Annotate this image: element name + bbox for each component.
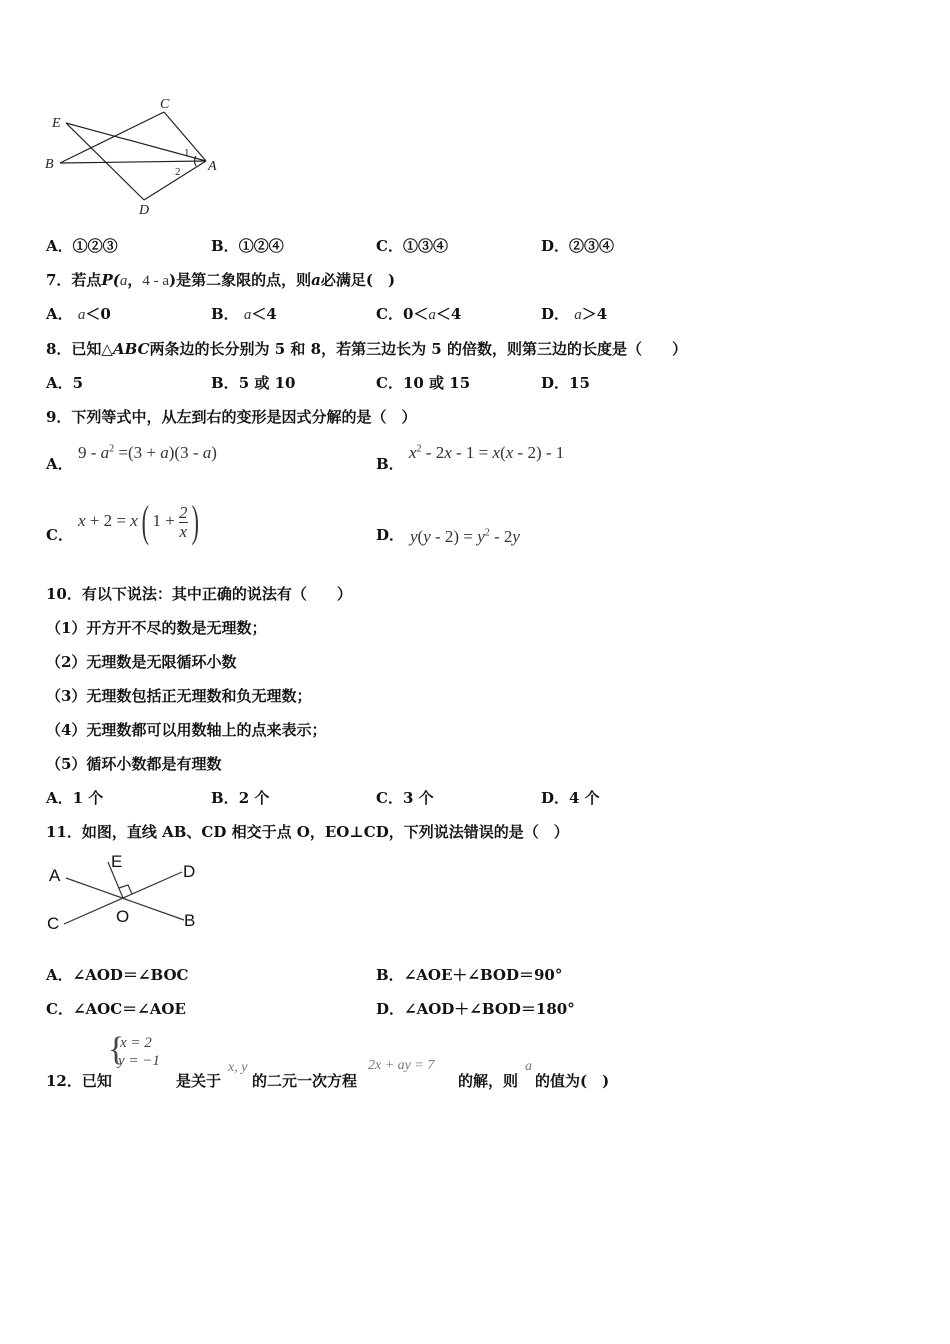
label-C: C <box>160 97 170 112</box>
q8-option-d[interactable] <box>541 374 590 392</box>
option-text: ＜4 <box>435 305 462 323</box>
option-text: ∠AOE＋∠BOD＝90° <box>403 966 563 984</box>
q12-var-a: a <box>525 1059 532 1074</box>
option-letter: A． <box>46 966 73 984</box>
var-a: a <box>311 271 321 289</box>
option-letter: A． <box>46 305 73 323</box>
q7-option-c[interactable] <box>376 305 461 324</box>
expr-4-minus-a: 4 - a <box>142 273 169 289</box>
option-letter: A． <box>46 374 73 392</box>
option-text: ①③④ <box>402 237 448 255</box>
option-text: 15 <box>569 374 590 392</box>
q12-vars-xy: x, y <box>228 1060 248 1075</box>
q10-option-b[interactable] <box>211 789 269 807</box>
option-letter: D． <box>541 305 570 323</box>
point-P: P( <box>101 271 120 289</box>
option-text: ∠AOD＋∠BOD＝180° <box>404 1000 575 1018</box>
q9-option-d-formula: $y(y - 2) = y^2 - 2y$ <box>410 527 520 546</box>
q11-option-a[interactable] <box>46 966 188 984</box>
stem-text: 7．若点 <box>46 271 102 289</box>
stem-text: 8．已知△ <box>46 340 113 358</box>
q6-option-d[interactable] <box>541 237 614 255</box>
q8-option-a[interactable] <box>46 374 83 392</box>
option-letter: A． <box>46 789 73 807</box>
option-text: 2 个 <box>238 789 270 807</box>
stem-text: 两条边的长分别为 5 和 8，若第三边长为 5 的倍数，则第三边的长度是（ ） <box>149 340 687 358</box>
geometry-figure-intersecting-lines <box>44 850 214 935</box>
q7-option-b[interactable] <box>211 305 277 324</box>
q11-stem: 11．如图，直线 AB、CD 相交于点 O，EO⊥CD，下列说法错误的是（ ） <box>46 823 569 841</box>
q10-item-1: （1）开方开不尽的数是无理数； <box>46 619 267 637</box>
option-letter: D． <box>541 789 570 807</box>
option-text: ①②④ <box>238 237 284 255</box>
option-letter: D． <box>541 237 570 255</box>
system-line-1: x = 2 <box>120 1035 152 1051</box>
q9-option-a-formula: $9 - a^2 =(3 + a)(3 - a)$ <box>78 443 217 462</box>
q8-option-b[interactable] <box>211 374 295 392</box>
var-a: a <box>77 307 86 323</box>
system-line-2: y = −1 <box>118 1053 160 1069</box>
q9-option-b-formula: $x^2 - 2x - 1 = x(x - 2) - 1$ <box>409 443 565 462</box>
label-C: C <box>47 914 60 933</box>
q10-option-c[interactable] <box>376 789 434 807</box>
option-letter: D． <box>541 374 570 392</box>
option-letter: B． <box>211 305 239 323</box>
q7-option-a[interactable] <box>46 305 111 324</box>
label-A: A <box>208 159 217 174</box>
option-text: ∠AOC＝∠AOE <box>72 1000 186 1018</box>
q12-stem-start: 12．已知 <box>46 1072 112 1090</box>
q8-stem <box>46 340 687 358</box>
q10-item-2: （2）无理数是无限循环小数 <box>46 653 237 671</box>
option-text: ①②③ <box>72 237 118 255</box>
q9-option-a-letter[interactable]: A． <box>46 455 73 473</box>
q10-item-3: （3）无理数包括正无理数和负无理数； <box>46 687 312 705</box>
q10-stem: 10．有以下说法：其中正确的说法有（ ） <box>46 585 352 603</box>
option-text: ＜0 <box>85 305 111 323</box>
option-letter: C． <box>46 1000 73 1018</box>
option-text: 10 或 15 <box>402 374 471 392</box>
label-E: E <box>52 116 61 131</box>
q12-stem-b: 是关于 <box>176 1072 222 1090</box>
label-O: O <box>116 907 130 926</box>
var-a: a <box>119 273 128 289</box>
var-a: a <box>574 307 582 323</box>
label-B: B <box>45 157 54 172</box>
q12-stem-d: 的解，则 <box>458 1072 519 1090</box>
q9-option-b-letter[interactable]: B． <box>376 455 404 473</box>
var-a: a <box>243 307 252 323</box>
q7-stem <box>46 271 395 290</box>
label-angle-1: 1 <box>184 147 190 159</box>
q6-option-b[interactable] <box>211 237 284 255</box>
q11-option-d[interactable] <box>376 1000 575 1018</box>
option-letter: B． <box>211 789 239 807</box>
system-brace: { <box>108 1031 125 1068</box>
q12-stem-c: 的二元一次方程 <box>252 1072 358 1090</box>
q6-option-c[interactable] <box>376 237 448 255</box>
q8-option-c[interactable] <box>376 374 470 392</box>
segment-BA <box>60 161 206 163</box>
label-B: B <box>184 911 196 930</box>
option-letter: B． <box>376 966 404 984</box>
option-letter: A． <box>46 237 73 255</box>
segment-BC <box>60 112 164 163</box>
option-text: 5 或 10 <box>238 374 296 392</box>
option-letter: C． <box>376 305 403 323</box>
label-angle-2: 2 <box>175 166 181 178</box>
option-letter: C． <box>376 374 403 392</box>
option-text: 3 个 <box>402 789 434 807</box>
option-letter: C． <box>376 237 403 255</box>
q9-option-c-formula: x + 2 = x( 1 + $\frac{2}{x}$ ) <box>78 497 199 546</box>
q7-option-d[interactable] <box>541 305 607 324</box>
stem-text: 必满足( ) <box>320 271 396 289</box>
option-letter: B． <box>211 237 239 255</box>
q10-item-4: （4）无理数都可以用数轴上的点来表示； <box>46 721 327 739</box>
option-text: 4 个 <box>569 789 600 807</box>
option-letter: B． <box>211 374 239 392</box>
var-a: a <box>428 307 436 323</box>
q9-option-d-letter[interactable]: D． <box>376 526 405 544</box>
option-text: ②③④ <box>569 237 615 255</box>
q10-option-a[interactable] <box>46 789 103 807</box>
label-D: D <box>139 203 150 218</box>
q9-stem: 9．下列等式中，从左到右的变形是因式分解的是（ ） <box>46 408 417 426</box>
q11-option-c[interactable] <box>46 1000 186 1018</box>
geometry-figure-triangles <box>40 95 240 225</box>
label-E: E <box>111 852 123 871</box>
triangle-abc: ABC <box>112 340 150 358</box>
option-text: 5 <box>72 374 84 392</box>
q12-equation: 2x + ay = 7 <box>368 1058 435 1073</box>
option-text: ＜4 <box>251 305 277 323</box>
option-text: ＞4 <box>581 305 608 323</box>
q12-stem-e: 的值为( ) <box>535 1072 610 1090</box>
option-text: 1 个 <box>72 789 104 807</box>
option-letter: D． <box>376 1000 405 1018</box>
option-prefix: 0＜ <box>402 305 429 323</box>
q10-item-5: （5）循环小数都是有理数 <box>46 755 222 773</box>
stem-text: )是第二象限的点，则 <box>169 271 312 289</box>
q6-option-a[interactable] <box>46 237 118 255</box>
option-letter: C． <box>376 789 403 807</box>
stem-comma: ， <box>127 271 143 289</box>
option-text: ∠AOD＝∠BOC <box>72 966 189 984</box>
label-D: D <box>183 862 196 881</box>
q9-option-c-letter[interactable]: C． <box>46 526 73 544</box>
q10-option-d[interactable] <box>541 789 600 807</box>
q11-option-b[interactable] <box>376 966 562 984</box>
label-A: A <box>49 866 61 885</box>
